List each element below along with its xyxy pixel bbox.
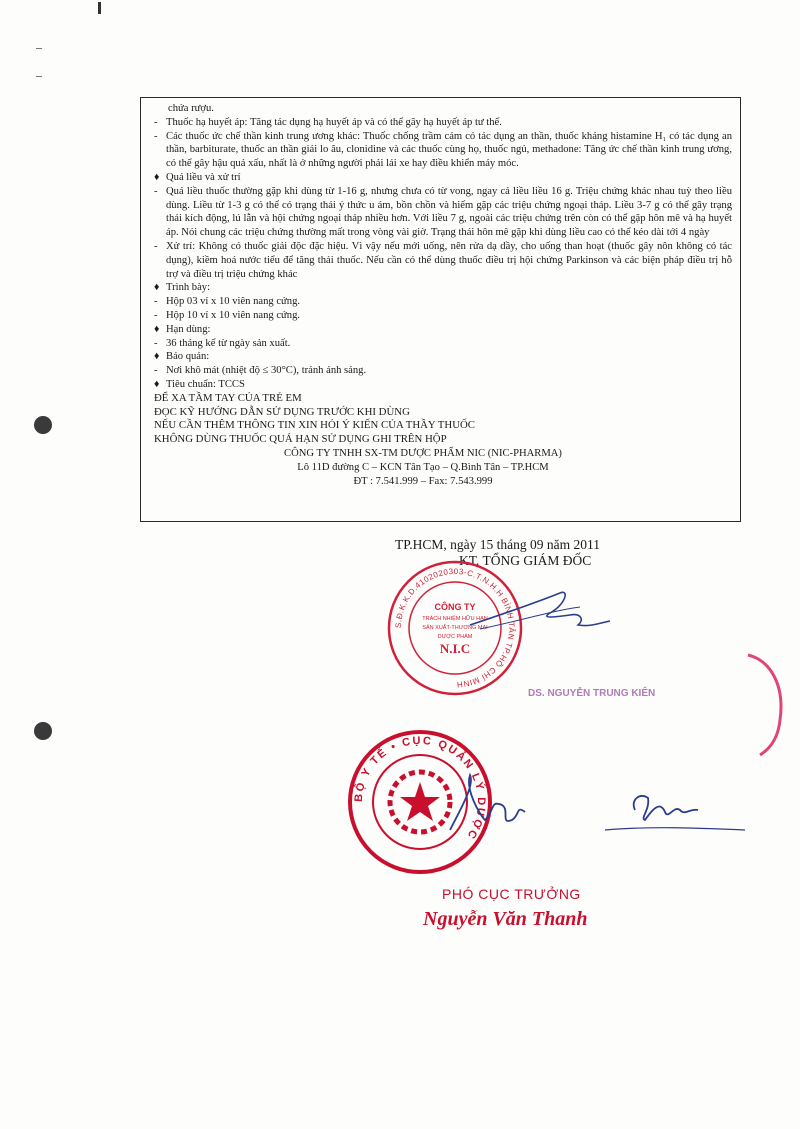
deputy-name: Nguyễn Văn Thanh	[423, 908, 588, 930]
list-item	[154, 130, 732, 171]
diamond-bullet-icon: ♦	[154, 323, 160, 335]
list-item	[154, 240, 732, 281]
punch-hole	[34, 416, 52, 434]
stamp-line: SẢN XUẤT-THƯƠNG MẠI	[422, 625, 488, 631]
warning-line: ĐỌC KỸ HƯỚNG DẪN SỬ DỤNG TRƯỚC KHI DÙNG	[154, 405, 410, 418]
standard-line: Tiêu chuẩn: TCCS	[166, 378, 245, 390]
stamp-line: N.I.C	[439, 641, 471, 656]
director-name: DS. NGUYỄN TRUNG KIÊN	[528, 688, 656, 699]
company-stamp-ring: S.Đ.K.K.D.4102020303-C.T.N.H.H BÌNH TÂN TP.HỒ CHÍ MINH	[393, 566, 517, 690]
list-item	[154, 185, 732, 240]
section-heading	[154, 323, 732, 337]
overdose-heading: Quá liều và xử trí	[166, 171, 241, 183]
partial-stamp	[740, 650, 800, 760]
dash-marker: -	[154, 365, 158, 377]
list-item-text: Hộp 03 vỉ x 10 viên nang cứng.	[166, 296, 301, 308]
list-item-text: Hộp 10 vỉ x 10 viên nang cứng.	[166, 309, 301, 321]
diamond-bullet-icon: ♦	[154, 171, 160, 183]
leaflet-box	[140, 97, 741, 522]
scan-mark	[98, 2, 101, 14]
dash-marker: -	[154, 309, 158, 321]
dash-marker: -	[154, 185, 158, 197]
list-item	[154, 116, 732, 130]
diamond-bullet-icon: ♦	[154, 282, 160, 294]
diamond-bullet-icon: ♦	[154, 378, 160, 390]
director-signature	[460, 585, 620, 645]
diamond-bullet-icon: ♦	[154, 351, 160, 363]
deputy-signature	[440, 770, 760, 840]
company-name: CÔNG TY TNHH SX-TM DƯỢC PHẨM NIC (NIC-PHARMA)	[284, 447, 562, 459]
section-heading	[154, 378, 732, 392]
director-title: KT. TỔNG GIÁM ĐỐC	[459, 553, 592, 568]
margin-tick	[36, 76, 42, 77]
stamp-line: TRÁCH NHIỆM HỮU HẠN	[422, 616, 488, 622]
list-item-text: Xử trí: Không có thuốc giải độc đặc hiệu. Vì vậy nếu mới uống, nên rửa dạ dầy, cho uống than hoạt (thuốc gây nôn không có tác dụng), kiềm hoá nước tiểu để tăng thải thuốc. Nếu cần có thể dùng thuốc điều trị hội chứng Parkinson và các biện pháp điều trị hỗ trợ và điều trị triệu chứng khác	[166, 240, 732, 280]
warning-line: ĐỂ XA TẦM TAY CỦA TRẺ EM	[154, 391, 302, 404]
dash-marker: -	[154, 337, 158, 349]
section-heading	[154, 350, 732, 364]
dash-marker: -	[154, 296, 158, 308]
punch-hole	[34, 722, 52, 740]
stamp-line: DƯỢC PHẨM	[437, 634, 473, 640]
list-item	[154, 337, 732, 351]
deputy-title: PHÓ CỤC TRƯỞNG	[442, 886, 581, 902]
storage-heading: Bảo quản:	[166, 351, 210, 363]
list-item-text: Nơi khô mát (nhiệt độ ≤ 30°C), tránh ánh sáng.	[166, 365, 367, 377]
section-heading	[154, 171, 732, 185]
list-item-text: 36 tháng kể từ ngày sản xuất.	[166, 337, 291, 349]
company-phone: ĐT : 7.541.999 – Fax: 7.543.999	[353, 475, 493, 487]
expiry-heading: Hạn dùng:	[166, 323, 211, 335]
list-item-text: Các thuốc ức chế thần kinh trung ương khác: Thuốc chống trầm cảm có tác dụng an thần, thuốc kháng histamine H₁ có tác dụng an thần, barbiturate, thuốc an thần giải lo âu, clonidine và các thuốc cùng họ, thuốc ngủ, methadone: Tăng ức chế thần kinh trung ương, có thể gây hậu quả xấu, nhất là ở những người phải lái xe hay điều khiển máy móc.	[166, 130, 732, 170]
date-line: TP.HCM, ngày 15 tháng 09 năm 2011	[395, 537, 600, 552]
list-item-text: Quá liều thuốc thường gặp khi dùng từ 1-16 g, nhưng chưa có từ vong, ngay cả liều liều 16 g. Triệu chứng khác nhau tuỳ theo liều dùng. Liều từ 1-3 g có thể có trạng thái ý thức u ám, bồn chồn và hiếm gặp các triệu chứng ngoại tháp. Liều 3-7 g có thể gây trạng thái kích động, lú lẫn và hội chứng ngoại tháp nhiều hơn. Với liều 7 g, ngoài các triệu chứng trên còn có thể gặp hôn mê và hạ huyết áp. Nói chung các triệu chứng thường mất trong vòng vài giờ. Trạng thái hôn mê gặp khi dùng liều cao có thể kéo dài tới 4 ngày	[166, 185, 732, 239]
presentation-heading: Trình bày:	[166, 282, 211, 294]
list-item	[154, 309, 732, 323]
list-item	[154, 364, 732, 378]
warning-line: KHÔNG DÙNG THUỐC QUÁ HẠN SỬ DỤNG GHI TRÊN HỘP	[154, 433, 447, 446]
company-address: Lô 11D đường C – KCN Tân Tạo – Q.Bình Tân – TP.HCM	[297, 461, 549, 473]
margin-tick	[36, 48, 42, 49]
section-heading	[154, 281, 732, 295]
stamp-line: CÔNG TY	[434, 602, 476, 612]
list-item	[154, 295, 732, 309]
continued-text: chứa rượu.	[168, 103, 214, 114]
dash-marker: -	[154, 240, 158, 252]
list-item-text: Thuốc hạ huyết áp: Tăng tác dụng hạ huyết áp và có thể gây hạ huyết áp tư thế.	[166, 116, 502, 128]
agency-stamp-ring: BỘ Y TẾ • CỤC QUẢN LÝ DƯỢC	[352, 734, 488, 843]
dash-marker: -	[154, 130, 158, 142]
dash-marker: -	[154, 116, 158, 128]
warning-line: NẾU CẦN THÊM THÔNG TIN XIN HỎI Ý KIẾN CỦA THẦY THUỐC	[154, 419, 475, 432]
